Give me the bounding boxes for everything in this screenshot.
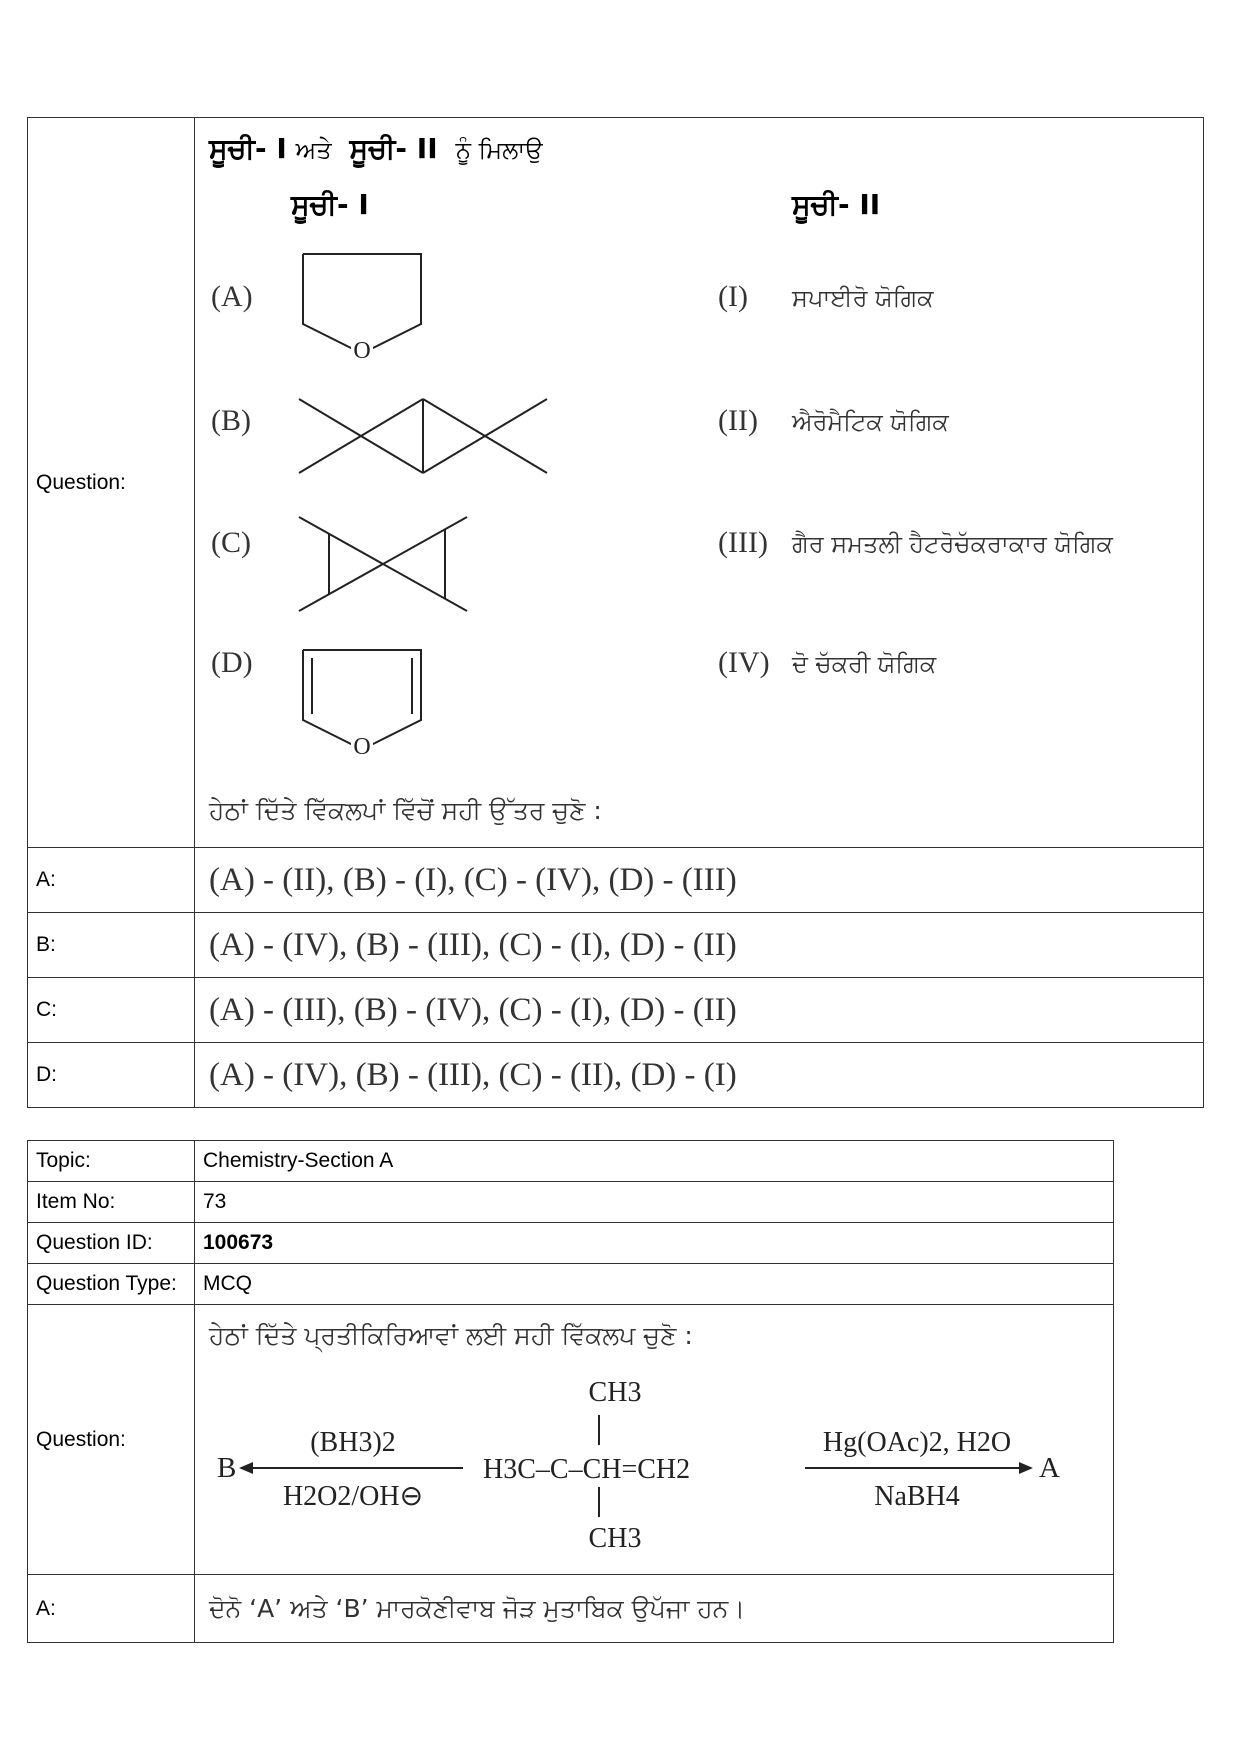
option-row[interactable] <box>28 913 1204 978</box>
option-text[interactable]: (A) - (IV), (B) - (III), (C) - (I), (D) - (II) <box>195 913 1204 978</box>
option-text[interactable]: (A) - (IV), (B) - (III), (C) - (II), (D) - (I) <box>195 1043 1204 1108</box>
reagent-right-top: Hg(OAc)2, H2O <box>822 1427 1012 1458</box>
list2-id-i: (I) <box>718 280 748 313</box>
question-type-label: Question Type: <box>28 1264 195 1305</box>
arrow-left-head <box>239 1462 253 1474</box>
option-label: A: <box>28 1575 195 1643</box>
question-body <box>195 118 1204 848</box>
option-text[interactable]: (A) - (III), (B) - (IV), (C) - (I), (D) - (II) <box>195 978 1204 1043</box>
reagent-left-top: (BH3)2 <box>310 1427 396 1458</box>
list1-id-d: (D) <box>211 646 253 679</box>
option-row[interactable] <box>28 1043 1204 1108</box>
list2-id-ii: (II) <box>718 404 758 437</box>
list1-id-b: (B) <box>211 404 251 437</box>
question-instruction: ਹੇਠਾਂ ਦਿੱਤੇ ਵਿੱਕਲਪਾਂ ਵਿੱਚੋਂ ਸਹੀ ਉੱਤਰ ਚੁਣੋ : <box>209 796 602 825</box>
topic-value: Chemistry-Section A <box>195 1141 1114 1182</box>
reaction-scheme <box>195 1371 1125 1571</box>
option-label: D: <box>28 1043 195 1108</box>
and-word: ਅਤੇ <box>295 136 332 164</box>
methyl-bottom: CH3 <box>588 1523 642 1554</box>
question-label: Question: <box>28 118 195 848</box>
list2-id-iv: (IV) <box>718 646 770 679</box>
product-a: A <box>1039 1452 1060 1484</box>
question-label: Question: <box>28 1305 195 1575</box>
question-table-1 <box>27 117 1204 1108</box>
list1-id-a: (A) <box>211 280 253 313</box>
option-row[interactable] <box>28 1575 1114 1643</box>
match-heading <box>209 132 543 166</box>
list2-id-iii: (III) <box>718 526 768 559</box>
structure-a-thf <box>297 248 437 366</box>
question-table-2 <box>27 1140 1114 1643</box>
option-row[interactable] <box>28 978 1204 1043</box>
question-id-label: Question ID: <box>28 1223 195 1264</box>
col2-title: ਸੂਚੀ- II <box>792 188 881 221</box>
list2-text-iv: ਦੋ ਚੱਕਰੀ ਯੋਗਿਕ <box>792 650 937 678</box>
arrow-right-head <box>1019 1462 1033 1474</box>
list2-text-i: ਸਪਾਈਰੋ ਯੋਗਿਕ <box>792 284 934 312</box>
question-instruction: ਹੇਠਾਂ ਦਿੱਤੇ ਪ੍ਰਤੀਕਿਰਿਆਵਾਂ ਲਈ ਸਹੀ ਵਿੱਕਲਪ ਚੁਣੋ : <box>209 1321 693 1350</box>
reagent-right-bottom: NaBH4 <box>874 1481 960 1512</box>
list1-ref: ਸੂਚੀ- I <box>209 132 287 165</box>
item-no-label: Item No: <box>28 1182 195 1223</box>
ring-atom-d: O <box>353 734 371 760</box>
ring-atom-a: O <box>353 338 371 364</box>
structure-d-furan <box>297 644 437 762</box>
item-no-value: 73 <box>195 1182 1114 1223</box>
col1-title: ਸੂਚੀ- I <box>291 188 369 221</box>
list2-ref: ਸੂਚੀ- II <box>349 132 438 165</box>
match-word: ਨੂੰ ਮਿਲਾਉ <box>455 136 543 164</box>
topic-label: Topic: <box>28 1141 195 1182</box>
question-type-value: MCQ <box>195 1264 1114 1305</box>
option-text[interactable]: ਦੋਨੋ ‘A’ ਅਤੇ ‘B’ ਮਾਰਕੋਣੀਵਾਬ ਜੋੜ ਮੁਤਾਬਿਕ ਉਪੱਜਾ ਹਨ। <box>195 1575 1114 1643</box>
product-b: B <box>217 1452 237 1484</box>
list2-text-iii: ਗੈਰ ਸਮਤਲੀ ਹੈਟਰੋਚੱਕਰਾਕਾਰ ਯੋਗਿਕ <box>792 530 1113 558</box>
list1-id-c: (C) <box>211 526 251 559</box>
option-label: A: <box>28 848 195 913</box>
option-row[interactable] <box>28 848 1204 913</box>
reagent-left-bottom: H2O2/OH⊖ <box>282 1481 424 1512</box>
structure-b-spiro <box>297 393 557 485</box>
option-label: B: <box>28 913 195 978</box>
option-text[interactable]: (A) - (II), (B) - (I), (C) - (IV), (D) - (III) <box>195 848 1204 913</box>
structure-c-bicyclic <box>297 511 487 621</box>
methyl-top: CH3 <box>588 1377 642 1408</box>
question-body <box>195 1305 1114 1575</box>
option-label: C: <box>28 978 195 1043</box>
question-id-value: 100673 <box>195 1223 1114 1264</box>
substrate-chain: H3C–C–CH=CH2 <box>483 1454 691 1485</box>
list2-text-ii: ਐਰੋਮੈਟਿਕ ਯੋਗਿਕ <box>792 408 949 436</box>
